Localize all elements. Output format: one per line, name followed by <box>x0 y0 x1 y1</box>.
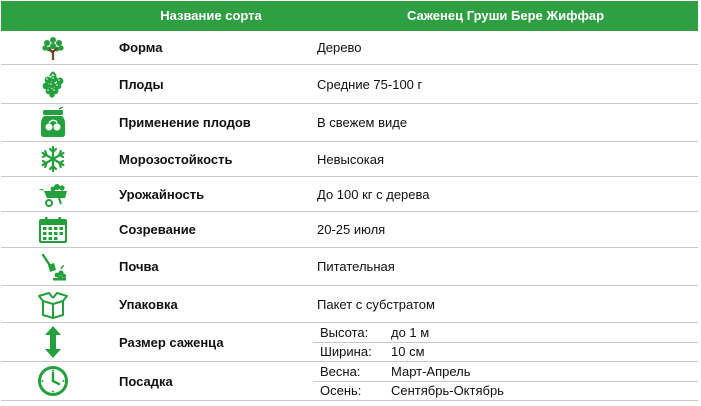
row-label: Урожайность <box>119 186 205 202</box>
row-value: Невысокая <box>317 151 384 167</box>
box-icon <box>31 286 75 322</box>
row-value: Пакет с субстратом <box>317 296 435 312</box>
row-value: Дерево <box>317 40 362 55</box>
calendar-icon <box>31 212 75 247</box>
row-label: Размер саженца <box>119 334 224 350</box>
table-header <box>1 1 698 31</box>
table-row-soil <box>1 248 698 286</box>
table-row-fruit-usage <box>1 104 698 142</box>
autumn-label: Осень: <box>320 383 362 398</box>
planting-autumn <box>313 382 698 400</box>
size-height <box>313 323 698 342</box>
table-row-fruits <box>1 65 698 104</box>
table-row-packaging <box>1 286 698 323</box>
height-value: до 1 м <box>391 325 430 340</box>
characteristics-table <box>1 1 700 404</box>
header-variety-value: Саженец Груши Бере Жиффар <box>406 8 605 23</box>
table-row-form <box>1 31 698 65</box>
row-label: Плоды <box>119 76 164 92</box>
row-label: Созревание <box>119 222 196 237</box>
size-width <box>313 343 698 361</box>
table-row-ripening <box>1 212 698 248</box>
row-label: Почва <box>119 259 159 274</box>
row-label: Морозостойкость <box>119 151 233 167</box>
spring-label: Весна: <box>320 364 361 379</box>
width-label: Ширина: <box>320 344 372 359</box>
row-label: Применение плодов <box>119 115 251 130</box>
row-label: Посадка <box>119 373 173 389</box>
jar-icon <box>31 104 75 141</box>
planting-spring <box>313 362 698 381</box>
table-row-planting <box>1 362 698 401</box>
shovel-icon <box>31 248 75 285</box>
row-value: Средние 75-100 г <box>317 76 423 92</box>
row-value: 20-25 июля <box>317 222 386 237</box>
width-value: 10 см <box>391 344 425 359</box>
row-label: Упаковка <box>119 296 178 312</box>
spring-value: Март-Апрель <box>391 364 471 379</box>
tree-icon <box>31 31 75 64</box>
row-label: Форма <box>119 40 163 55</box>
autumn-value: Сентябрь-Октябрь <box>391 383 504 398</box>
header-variety-name: Название сорта <box>160 8 262 23</box>
wheelbarrow-icon <box>31 177 75 211</box>
table-row-seedling-size <box>1 323 698 362</box>
berry-icon <box>31 65 75 103</box>
height-label: Высота: <box>320 325 369 340</box>
clock-icon <box>31 362 75 400</box>
row-value: Питательная <box>317 259 395 274</box>
snowflake-icon <box>31 142 75 176</box>
vertical-arrows-icon <box>31 323 75 361</box>
table-row-frost-resistance <box>1 142 698 177</box>
table-row-yield <box>1 177 698 212</box>
row-value: В свежем виде <box>317 115 408 130</box>
row-value: До 100 кг с дерева <box>317 186 430 202</box>
